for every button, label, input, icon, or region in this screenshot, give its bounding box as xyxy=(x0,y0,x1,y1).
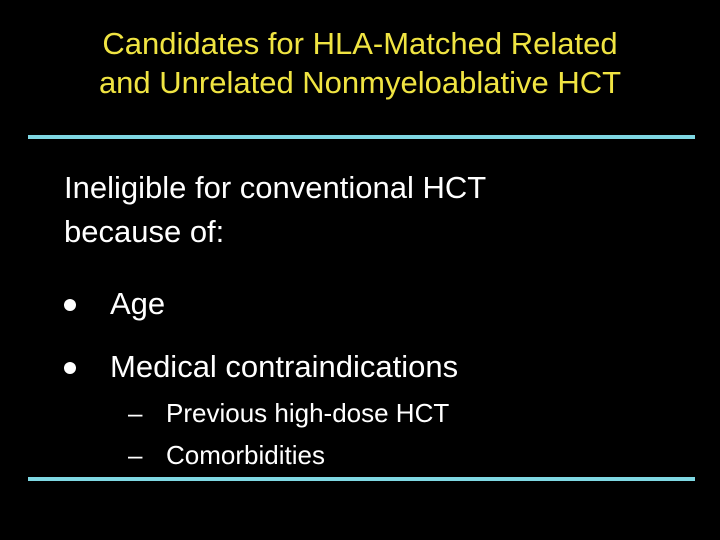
bullet-label: Age xyxy=(110,286,166,321)
intro-line-2: because of: xyxy=(64,214,225,249)
bullet-dot-icon xyxy=(64,299,76,311)
bullet-dot-icon xyxy=(64,362,76,374)
sub-bullet-label: Comorbidities xyxy=(166,440,325,470)
intro-line-1: Ineligible for conventional HCT xyxy=(64,170,487,205)
bullet-item-age xyxy=(64,285,165,323)
slide-title-line-2: and Unrelated Nonmyeloablative HCT xyxy=(98,65,622,100)
bottom-divider-rule xyxy=(28,477,695,481)
intro-text xyxy=(64,166,486,254)
top-divider-rule xyxy=(28,135,695,139)
bullet-label: Medical contraindications xyxy=(110,349,459,384)
sub-bullet-label: Previous high-dose HCT xyxy=(166,398,450,428)
sub-bullet-comorbidities xyxy=(128,439,325,471)
slide-title-line-1: Candidates for HLA-Matched Related xyxy=(102,26,618,61)
dash-icon: – xyxy=(128,440,143,470)
bullet-item-medical-contraindications xyxy=(64,348,458,386)
dash-icon: – xyxy=(128,398,143,428)
sub-bullet-previous-hct xyxy=(128,397,449,429)
slide-title xyxy=(0,24,720,102)
